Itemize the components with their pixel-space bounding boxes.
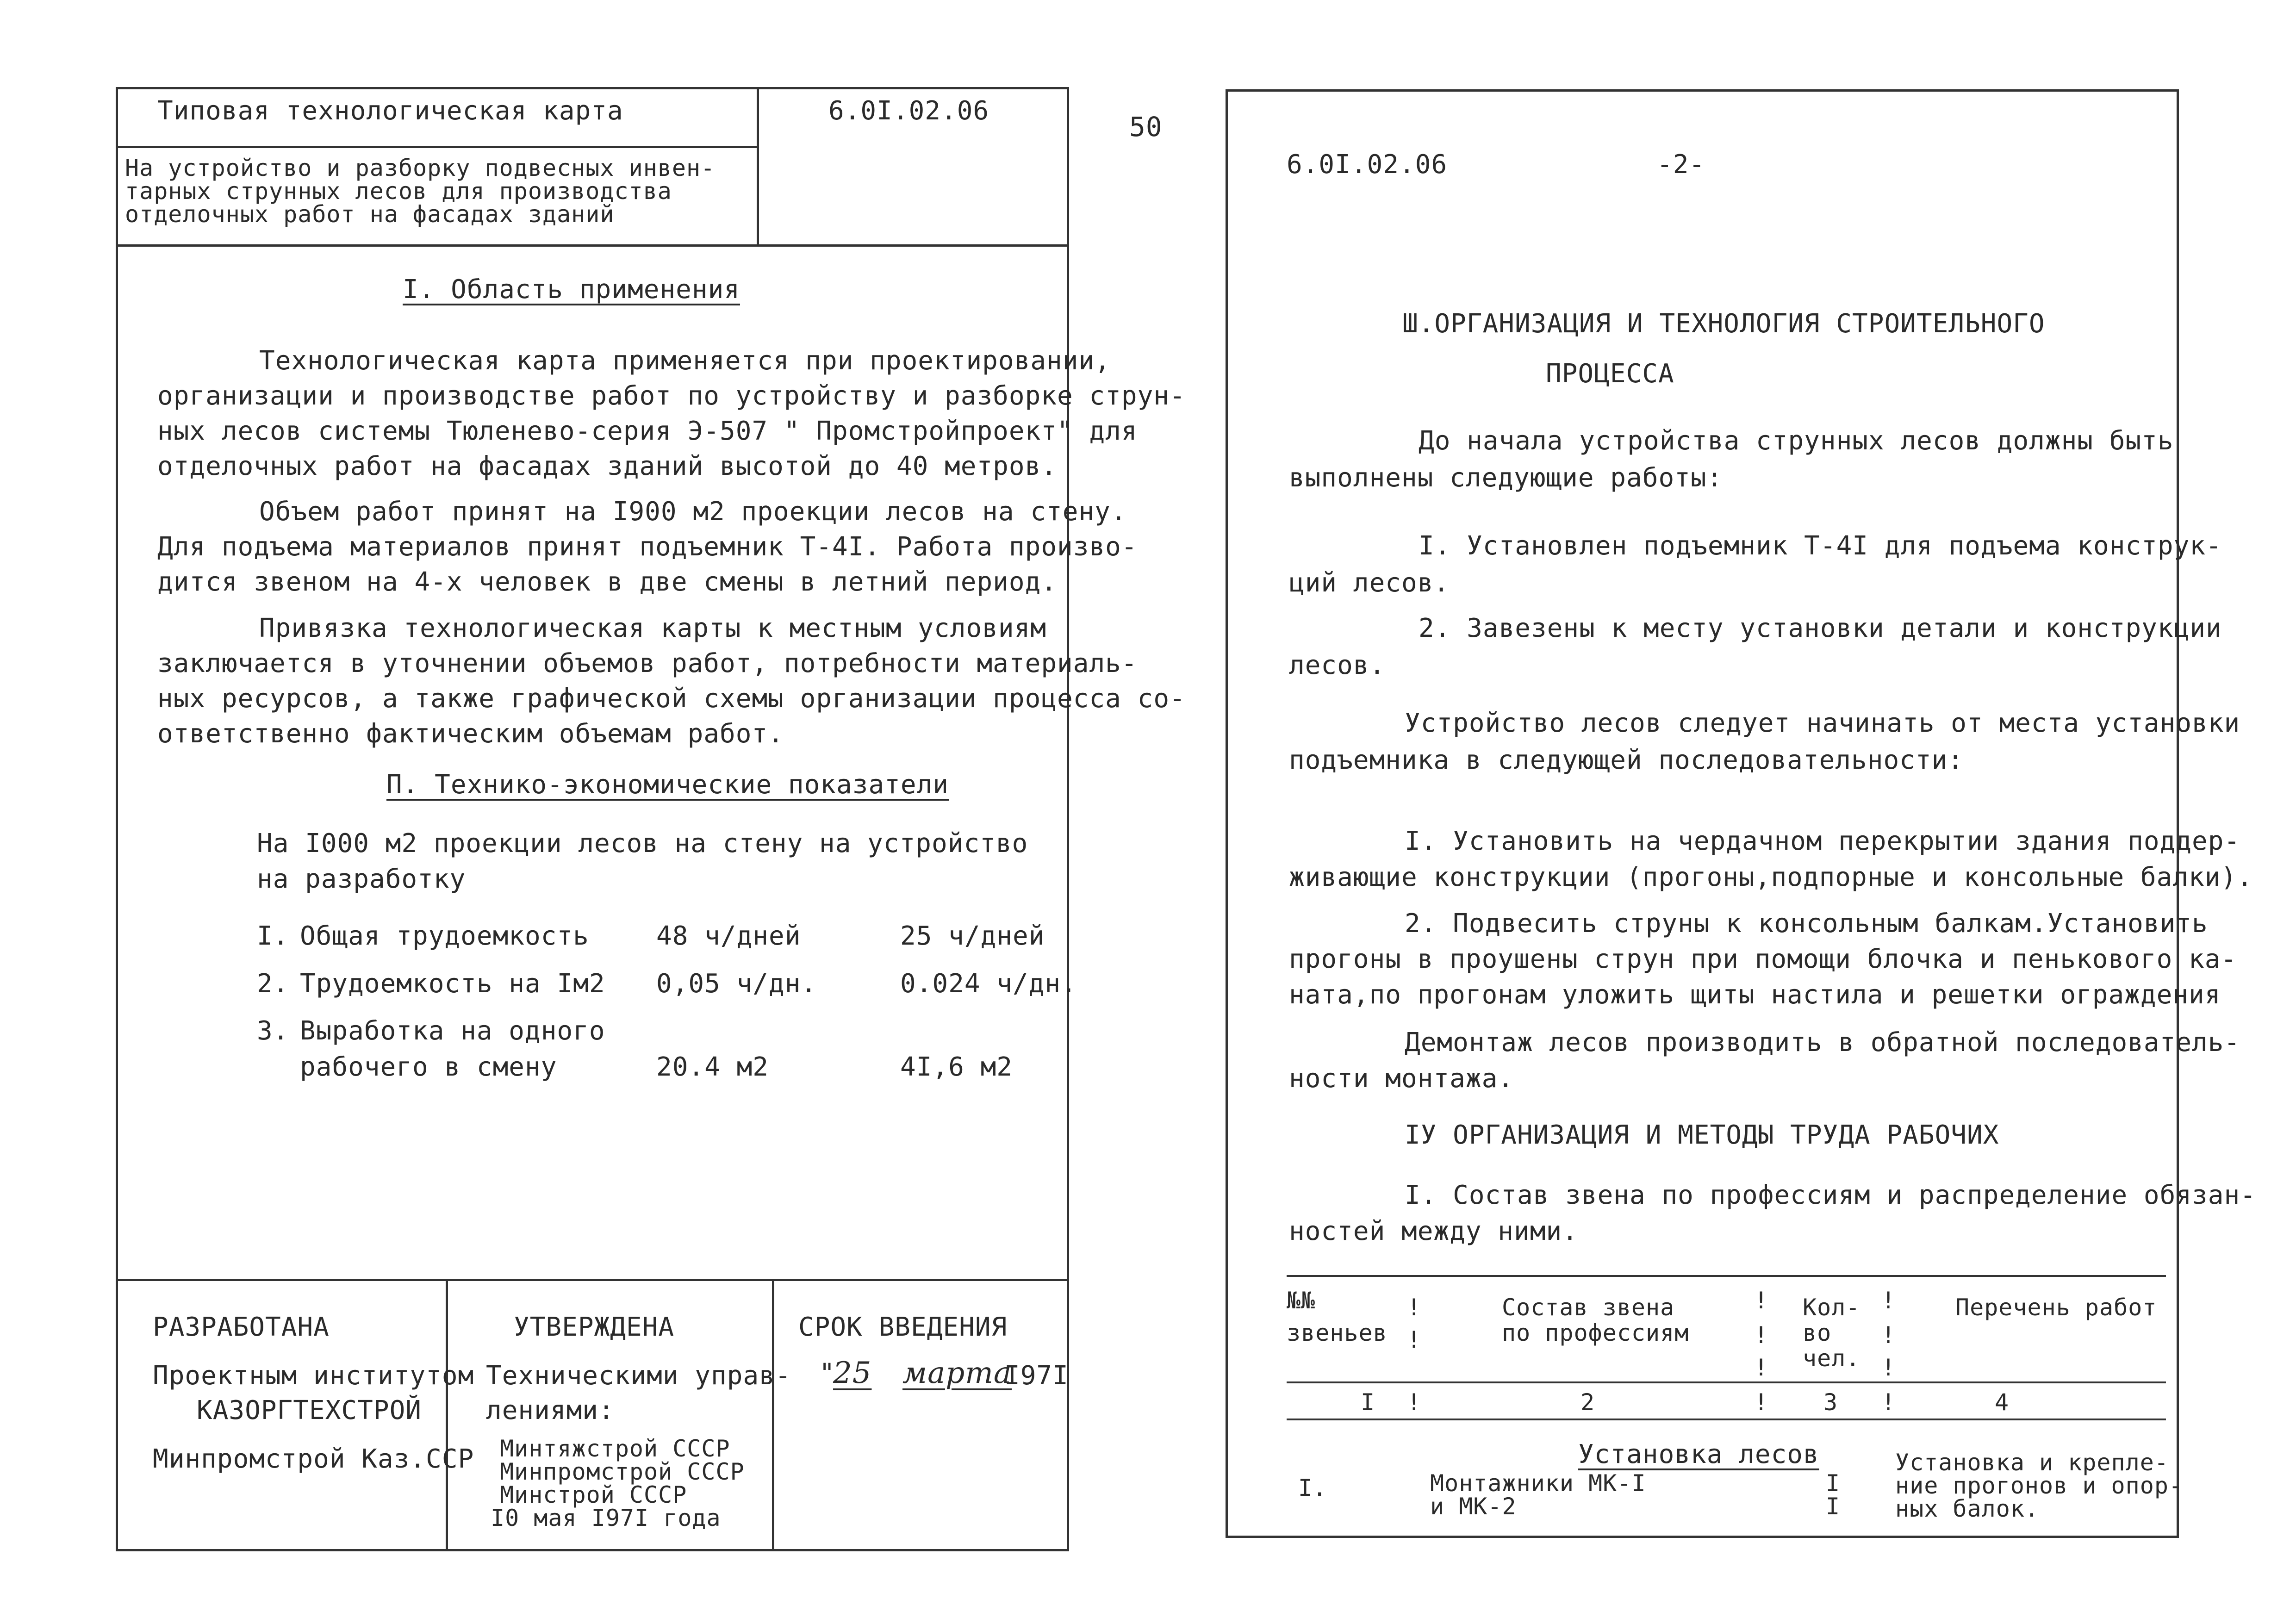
- paragraph-line: отделочных работ на фасадах зданий высотой до 40 метров.: [157, 451, 1058, 481]
- footer-line: КАЗОРГТЕХСТРОЙ: [197, 1395, 422, 1425]
- footer-line: Минстрой СССР: [500, 1481, 687, 1508]
- indicators-intro: На I000 м2 проекции лесов на стену на устройство: [257, 828, 1028, 859]
- paragraph-line: 2. Завезены к месту установки детали и конструкции: [1419, 613, 2222, 643]
- paragraph-line: ностей между ними.: [1289, 1216, 1578, 1246]
- paragraph-line: I. Состав звена по профессиям и распределение обязан-: [1405, 1180, 2256, 1210]
- paragraph-line: Объем работ принят на I900 м2 проекции лесов на стену.: [259, 497, 1127, 527]
- paragraph-line: ных ресурсов, а также графической схемы организации процесса со-: [157, 684, 1186, 714]
- footer-developed-title: РАЗРАБОТАНА: [153, 1312, 330, 1342]
- paragraph-line: Устройство лесов следует начинать от места установки: [1405, 708, 2240, 738]
- card-code: 6.0I.02.06: [828, 96, 989, 126]
- paragraph-line: I. Установить на чердачном перекрытии здания поддер-: [1405, 826, 2240, 856]
- card-title: Типовая технологическая карта: [157, 96, 623, 126]
- paragraph-line: Привязка технологическая карты к местным условиям: [259, 613, 1047, 643]
- right-page-number: -2-: [1657, 149, 1705, 180]
- paragraph-line: 2. Подвесить струны к консольным балкам.Установить: [1405, 908, 2208, 939]
- section2-heading: П. Технико-экономические показатели: [386, 770, 949, 800]
- right-code: 6.0I.02.06: [1287, 149, 1448, 180]
- section3-heading-cont: ПРОЦЕССА: [1546, 359, 1674, 389]
- card-subtitle-line: тарных струнных лесов для производства: [125, 178, 672, 205]
- paragraph-line: ната,по прогонам уложить щиты настила и решетки ограждения: [1289, 980, 2221, 1010]
- paragraph-line: организации и производстве работ по устройству и разборке струн-: [157, 381, 1186, 411]
- paragraph-line: живающие конструкции (прогоны,подпорные и консольные балки).: [1289, 862, 2253, 892]
- footer-line: Минтяжстрой СССР: [500, 1435, 730, 1462]
- paragraph-line: ности монтажа.: [1289, 1064, 1514, 1094]
- footer-approved-title: УТВЕРЖДЕНА: [514, 1312, 675, 1342]
- paragraph-line: Технологическая карта применяется при проектировании,: [259, 346, 1111, 376]
- card-subtitle-line: отделочных работ на фасадах зданий: [125, 201, 615, 228]
- page-number: 50: [1129, 111, 1163, 143]
- paragraph-line: дится звеном на 4-х человек в две смены в летний период.: [157, 567, 1058, 597]
- section3-heading: Ш.ОРГАНИЗАЦИЯ И ТЕХНОЛОГИЯ СТРОИТЕЛЬНОГО: [1402, 309, 2045, 339]
- footer-line: Проектным институтом: [153, 1361, 474, 1391]
- paragraph-line: выполнены следующие работы:: [1289, 463, 1723, 493]
- footer-effective-title: СРОК ВВЕДЕНИЯ: [798, 1312, 1008, 1342]
- footer-line: Техническими управ-: [486, 1361, 791, 1391]
- card-subtitle-line: На устройство и разборку подвесных инвен-: [125, 155, 716, 181]
- paragraph-line: ответственно фактическим объемам работ.: [157, 719, 784, 749]
- section4-heading: IУ ОРГАНИЗАЦИЯ И МЕТОДЫ ТРУДА РАБОЧИХ: [1405, 1120, 1999, 1150]
- indicators-intro: на разработку: [257, 864, 466, 894]
- paragraph-line: Демонтаж лесов производить в обратной последователь-: [1405, 1027, 2240, 1058]
- paragraph-line: ных лесов системы Тюленево-серия Э-507 " Промстройпроект" для: [157, 416, 1138, 446]
- section1-heading: I. Область применения: [403, 274, 740, 305]
- paragraph-line: Для подъема материалов принят подъемник Т-4I. Работа произво-: [157, 532, 1138, 562]
- footer-line: лениями:: [486, 1395, 615, 1425]
- footer-line: Минпромстрой Каз.ССР: [153, 1444, 474, 1474]
- paragraph-line: заключается в уточнении объемов работ, потребности материаль-: [157, 648, 1138, 678]
- footer-line: Минпромстрой СССР: [500, 1458, 745, 1485]
- paragraph-line: До начала устройства струнных лесов должны быть: [1419, 426, 2174, 456]
- paragraph-line: лесов.: [1289, 650, 1386, 680]
- paragraph-line: прогоны в проушены струн при помощи блочка и пенькового ка-: [1289, 944, 2237, 974]
- footer-line: I0 мая I97I года: [491, 1505, 721, 1531]
- paragraph-line: подъемника в следующей последовательности:: [1289, 745, 1964, 775]
- paragraph-line: ций лесов.: [1289, 568, 1450, 598]
- crew-table-section: Установка лесов: [1578, 1439, 1819, 1469]
- paragraph-line: I. Установлен подъемник Т-4I для подъема конструк-: [1419, 531, 2222, 561]
